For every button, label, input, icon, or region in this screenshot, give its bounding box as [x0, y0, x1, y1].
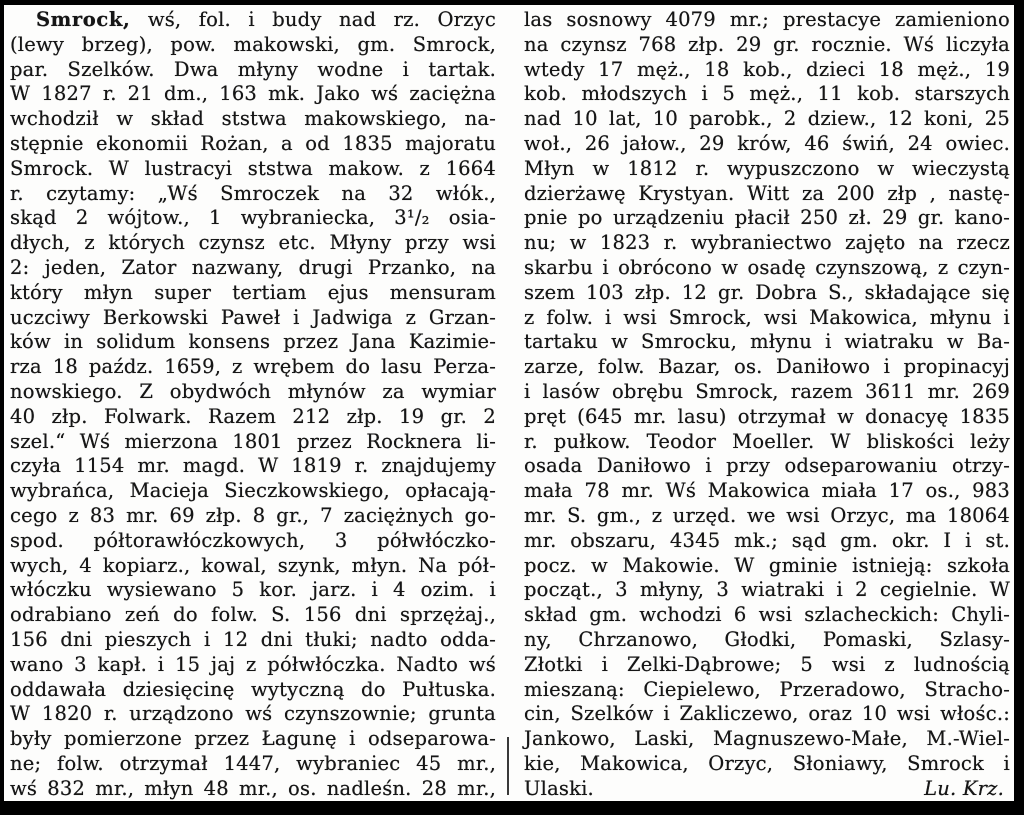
entry-columns	[10, 8, 1010, 801]
left-column-lines	[10, 33, 496, 802]
text-line: cego z 83 mr. 69 złp. 8 gr., 7 zaciężnych go-	[10, 503, 496, 527]
text-line: szem 103 złp. 12 gr. Dobra S., składające się	[524, 280, 1010, 304]
text-line: wybrańca, Macieja Sieczkowskiego, opłacają-	[10, 479, 496, 503]
text-line: mr. obszaru, 4345 mk.; sąd gm. okr. I i st.	[524, 528, 1010, 552]
text-line: osada Daniłowo i przy odseparowaniu otrzy-	[524, 454, 1010, 478]
text-line: mała 78 mr. Wś Makowica miała 17 os., 983	[524, 479, 1010, 503]
text-line: pocz. w Makowie. W gminie istnieją: szkoła	[524, 553, 1010, 577]
text-line: 2: jeden, Zator nazwany, drugi Przanko, na	[10, 255, 496, 279]
text-line: wtedy 17 męż., 18 kob., dzieci 18 męż., 19	[524, 57, 1010, 81]
text-line: kob. młodszych i 5 męż., 11 kob. starszych	[524, 82, 1010, 106]
text-line: odrabiano zeń do folw. S. 156 dni sprzężaj.,	[10, 603, 496, 627]
text-line: Jankowo, Laski, Magnuszewo-Małe, M.-Wiel-	[524, 727, 1010, 751]
text-line: skarbu i obrócono w osadę czynszową, z czyn-	[524, 255, 1010, 279]
text-line: wych, 4 kopiarz., kowal, szynk, młyn. Na pół-	[10, 553, 496, 577]
left-column	[10, 8, 496, 801]
text-line: pręt (645 mr. lasu) otrzymał w donacyę 1835	[524, 404, 1010, 428]
text-line: par. Szelków. Dwa młyny wodne i tartak.	[10, 57, 496, 81]
text-line: r. pułkow. Teodor Moeller. W bliskości leży	[524, 429, 1010, 453]
text-line: dzierżawę Krystyan. Witt za 200 złp , nastę-	[524, 181, 1010, 205]
text-line: stępnie ekonomii Rożan, a od 1835 majoratu	[10, 131, 496, 155]
text-line: czyła 1154 mr. magd. W 1819 r. znajdujemy	[10, 454, 496, 478]
text-line: woł., 26 jałow., 29 krów, 46 świń, 24 owiec.	[524, 131, 1010, 155]
text-line: skład gm. wchodzi 6 wsi szlacheckich: Chyli-	[524, 603, 1010, 627]
text-line: las sosnowy 4079 mr.; prestacye zamieniono	[524, 8, 1010, 31]
column-divider-mark	[507, 737, 509, 795]
right-column-lines	[524, 8, 1010, 777]
text-line: nowskiego. Z obydwóch młynów za wymiar	[10, 379, 496, 403]
text-line: ków in solidum konsens przez Jana Kazimie-	[10, 330, 496, 354]
text-line: cin, Szelków i Zakliczewo, oraz 10 wsi włośc.:	[524, 702, 1010, 726]
text-line: wchodził w skład ststwa makowskiego, na-	[10, 107, 496, 131]
text-line: wś 832 mr., młyn 48 mr., os. nadleśn. 28 mr.,	[10, 776, 496, 800]
author-signature: Lu. Krz.	[924, 776, 1004, 800]
text-line: ne; folw. otrzymał 1447, wybraniec 45 mr.,	[10, 751, 496, 775]
text-line: ny, Chrzanowo, Głodki, Pomaski, Szlasy-	[524, 627, 1010, 651]
text-line: W 1820 r. urządzono wś czynszownie; grunta	[10, 702, 496, 726]
text-line: wano 3 kapł. i 15 jaj z półwłóczka. Nadto wś	[10, 652, 496, 676]
text-line: rza 18 paźdz. 1659, z wrębem do lasu Perza-	[10, 355, 496, 379]
text-line: Złotki i Zelki-Dąbrowe; 5 wsi z ludnością	[524, 652, 1010, 676]
text-line: który młyn super tertiam ejus mensuram	[10, 280, 496, 304]
text-line: Młyn w 1812 r. wypuszczono w wieczystą	[524, 156, 1010, 180]
text-line: Smrock. W lustracyi ststwa makow. z 1664	[10, 156, 496, 180]
text-line: mieszaną: Ciepielewo, Przeradowo, Stracho-	[524, 677, 1010, 701]
text-line: włóczku wysiewano 5 kor. jarz. i 4 ozim. i	[10, 578, 496, 602]
text-line: 156 dni pieszych i 12 dni tłuki; nadto odda-	[10, 627, 496, 651]
text-line: z folw. i wsi Smrock, wsi Makowica, młynu i	[524, 305, 1010, 329]
text-line: spod. półtorawłóczkowych, 3 półwłóczko-	[10, 528, 496, 552]
entry-first-line	[10, 8, 496, 33]
text-line: kie, Makowica, Orzyc, Słoniawy, Smrock i	[524, 751, 1010, 775]
text-line: skąd 2 wójtow., 1 wybraniecka, 3¹/₂ osia-	[10, 206, 496, 230]
text-line: uczciwy Berkowski Paweł i Jadwiga z Grzan-	[10, 305, 496, 329]
text-line: zarze, folw. Bazar, os. Daniłowo i propinacyj	[524, 355, 1010, 379]
text-line: i lasów obrębu Smrock, razem 3611 mr. 269	[524, 379, 1010, 403]
text-line: pnie po urządzeniu płacił 250 zł. 29 gr. kano-	[524, 206, 1010, 230]
text-line: począt., 3 młyny, 3 wiatraki i 2 cegielnie. W	[524, 578, 1010, 602]
text-line: oddawała dziesięcinę wytyczną do Pułtuska.	[10, 677, 496, 701]
entry-closing-word: Ulaski.	[524, 776, 594, 800]
right-column	[524, 8, 1010, 801]
text-line: 40 złp. Folwark. Razem 212 złp. 19 gr. 2	[10, 404, 496, 428]
text-line: (lewy brzeg), pow. makowski, gm. Smrock,	[10, 32, 496, 56]
text-line: były pomierzone przez Łagunę i odseparowa-	[10, 727, 496, 751]
entry-last-line	[524, 777, 1010, 802]
entry-headword: Smrock,	[36, 8, 131, 31]
text-line: nu; w 1823 r. wybraniectwo zajęto na rzecz	[524, 231, 1010, 255]
text-line: dłych, z których czynsz etc. Młyny przy wsi	[10, 231, 496, 255]
text-line: r. czytamy: „Wś Smroczek na 32 włók.,	[10, 181, 496, 205]
text-line: na czynsz 768 złp. 29 gr. rocznie. Wś liczyła	[524, 32, 1010, 56]
text-line: W 1827 r. 21 dm., 163 mk. Jako wś zaciężna	[10, 82, 496, 106]
text-line: mr. S. gm., z urzęd. we wsi Orzyc, ma 18064	[524, 503, 1010, 527]
text-line: szel.“ Wś mierzona 1801 przez Rocknera li-	[10, 429, 496, 453]
text-line: tartaku w Smrocku, młynu i wiatraku w Ba-	[524, 330, 1010, 354]
entry-first-line-text: wś, fol. i budy nad rz. Orzyc	[147, 8, 496, 31]
text-line: nad 10 lat, 10 parobk., 2 dziew., 12 koni, 25	[524, 107, 1010, 131]
